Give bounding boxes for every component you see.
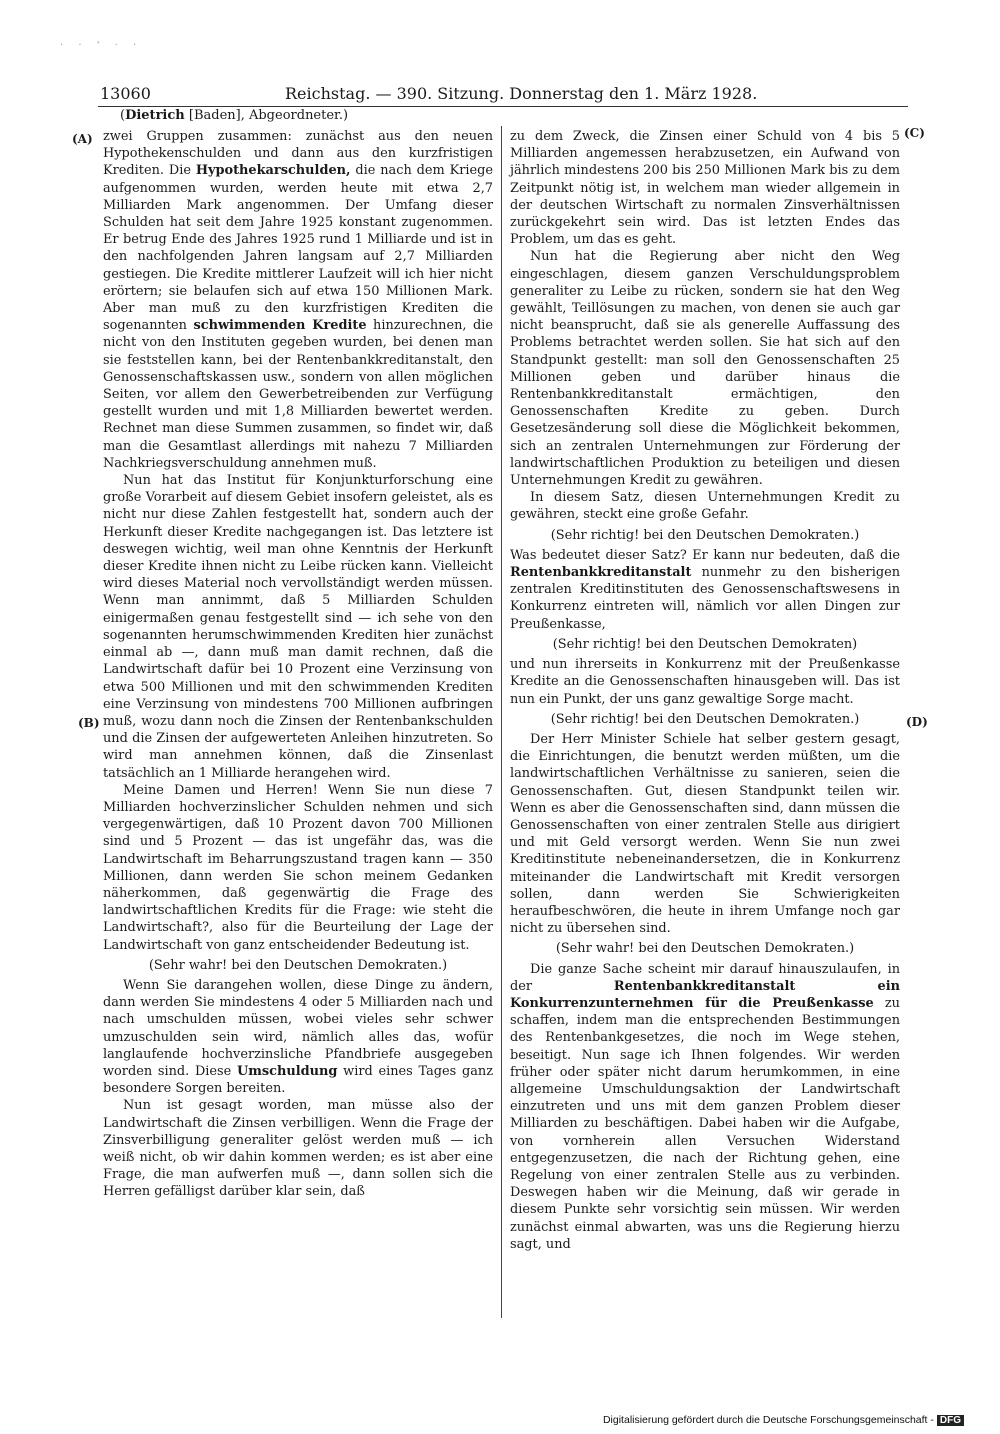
paragraph: Wenn Sie darangehen wollen, diese Dinge zu ändern, dann werden Sie mindestens 4 oder 5 Milliarden nach und nach umschulden müssen, wobei vieles sehr schwer umzuschulden sein wird, nämlich alles das, wofür langlaufende hochverzinsliche Pfandbriefe ausgegeben worden sind. Diese Umschuldung wird eines Tages ganz besondere Sorgen bereiten. <box>103 977 493 1097</box>
digitization-credit <box>603 1414 964 1426</box>
speaker-detail: [Baden], Abgeordneter.) <box>188 108 349 123</box>
speaker-line: (Dietrich [Baden], Abgeordneter.) <box>120 108 349 123</box>
page-number: 13060 <box>100 84 151 103</box>
credit-text: Digitalisierung gefördert durch die Deutsche Forschungsgemeinschaft - <box>602 1414 934 1426</box>
scan-artifact: · · ' · · <box>60 40 143 51</box>
paragraph: Was bedeutet dieser Satz? Er kann nur bedeuten, daß die Rentenbankkreditanstalt nunmehr zu den bisherigen zentralen Kreditinstituten des Genossenschaftswesens in Konkurrenz eintreten will, nämlich vor allen Dingen zur Preußenkasse, <box>510 547 900 632</box>
paragraph: Nun hat das Institut für Konjunkturforschung eine große Vorarbeit auf diesem Gebiet insofern geleistet, als es nicht nur diese Zahlen festgestellt hat, sondern auch der Herkunft dieser Kredite nachgegangen ist. Das letztere ist deswegen wichtig, weil man ohne Kenntnis der Herkunft dieser Kredite ihnen nicht zu Leibe rücken kann. Vielleicht wird dieses Material noch vervollständigt werden müssen. Wenn man annimmt, daß 5 Milliarden Schulden einigermaßen genau festgestellt sind — ich sehe von den sogenannten herumschwimmenden Krediten hier zunächst einmal ab —, dann muß man damit rechnen, daß die Landwirtschaft dafür bei 10 Prozent eine Verzinsung von etwa 500 Millionen und mit den schwimmenden Krediten eine Verzinsung von mindestens 700 Millionen aufbringen muß, wozu dann noch die Zinsen der Rentenbankschulden und die Zinsen der aufgewerteten Anleihen hinzutreten. So wird man annehmen können, daß die Zinsenlast tatsächlich an 1 Milliarde herangehen wird. <box>103 473 493 781</box>
margin-marker-a: (A) <box>72 132 93 146</box>
paragraph: zwei Gruppen zusammen: zunächst aus den neuen Hypothekenschulden und dann aus den kurzfristigen Krediten. Die Hypothekarschulden, die nach dem Kriege aufgenommen wurden, werden heute mit etwa 2,7 Milliarden Mark angenommen. Der Umfang dieser Schulden hat seit dem Jahre 1925 konstant zugenommen. Er betrug Ende des Jahres 1925 rund 1 Milliarde und ist in den nachfolgenden Jahren langsam auf 2,7 Milliarden gestiegen. Die Kredite mittlerer Laufzeit will ich hier nicht erörtern; sie belaufen sich auf etwa 150 Millionen Mark. Aber man muß zu den kurzfristigen Krediten die sogenannten schwimmenden Kredite hinzurechnen, die nicht von den Instituten gegeben wurden, bei denen man sie feststellen kann, bei der Rentenbankkreditanstalt, den Genossenschaftskassen usw., sondern von allen möglichen Seiten, vor allem den Gewerbetreibenden zur Verfügung gestellt wurden und mit 1,8 Milliarden bewertet werden. Rechnet man diese Summen zusammen, so findet wir, daß man die Gesamtlast allerdings mit nahezu 7 Milliarden Nachkriegsverschuldung annehmen muß. <box>103 129 493 471</box>
header-rule <box>98 106 908 107</box>
dfg-logo: DFG <box>937 1415 964 1426</box>
right-column <box>510 128 900 1253</box>
running-head: Reichstag. — 390. Sitzung. Donnerstag den 1. März 1928. <box>285 84 758 103</box>
paragraph: und nun ihrerseits in Konkurrenz mit der Preußenkasse Kredite an die Genossenschaften hinausgeben will. Das ist nun ein Punkt, der uns ganz gewaltige Sorge macht. <box>510 657 900 707</box>
paragraph: Die ganze Sache scheint mir darauf hinauszulaufen, in der Rentenbankkreditanstalt ein Konkurrenzunternehmen für die Preußenkasse zu schaffen, indem man die entsprechenden Bestimmungen des Rentenbankgesetzes, die noch im Wege stehen, beseitigt. Nun sage ich Ihnen folgendes. Wir werden früher oder später nicht darum herumkommen, in eine allgemeine Umschuldungsaktion der Landwirtschaft einzutreten und uns mit dem ganzen Problem dieser Milliarden zu beschäftigen. Dabei haben wir die Aufgabe, von vornherein allen Versuchen Widerstand entgegenzusetzen, die nach der Richtung gehen, eine Regelung von einer zentralen Stelle aus zu verbinden. Deswegen haben wir die Meinung, daß wir gerade in diesem Punkte sehr vorsichtig sein müssen. Wir werden zunächst einmal abwarten, was uns die Regierung hierzu sagt, und <box>510 961 901 1252</box>
interjection: (Sehr richtig! bei den Deutschen Demokraten) <box>552 636 858 652</box>
margin-marker-c: (C) <box>904 126 925 140</box>
left-column <box>103 128 493 1201</box>
emphasis: Rentenbankkreditanstalt ein Konkurrenzunternehmen für die Preußenkasse <box>510 978 901 1011</box>
emphasis: Rentenbankkreditanstalt <box>510 565 692 581</box>
interjection: (Sehr wahr! bei den Deutschen Demokraten.) <box>555 941 855 957</box>
emphasis: Umschuldung <box>237 1063 338 1079</box>
interjection: (Sehr wahr! bei den Deutschen Demokraten.) <box>148 957 448 973</box>
paragraph: Der Herr Minister Schiele hat selber gestern gesagt, die Einrichtungen, die benutzt werden müßten, um die landwirtschaftlichen Verhältnisse zu sanieren, seien die Genossenschaften. Gut, diesen Standpunkt teilen wir. Wenn es aber die Genossenschaften sind, dann müssen die Genossenschaften von einer zentralen Stelle aus dirigiert und mit Geld versorgt werden. Wenn Sie nun zwei Kreditinstitute nebeneinandersetzen, die in Konkurrenz miteinander die Landwirtschaft mit Kredit versorgen sollen, dann werden Sie Schwierigkeiten heraufbeschwören, die heute in ihrem Umfange noch gar nicht zu übersehen sind. <box>510 731 900 937</box>
emphasis: Hypothekarschulden, <box>195 163 351 179</box>
paragraph: In diesem Satz, diesen Unternehmungen Kredit zu gewähren, steckt eine große Gefahr. <box>510 490 900 523</box>
margin-marker-d: (D) <box>906 715 928 729</box>
emphasis: schwimmenden Kredite <box>193 318 367 334</box>
paragraph: Nun hat die Regierung aber nicht den Weg eingeschlagen, diesem ganzen Verschuldungsproblem generaliter zu Leibe zu rücken, sondern sie hat den Weg gewählt, Teillösungen zu machen, von denen sie auch gar nicht beansprucht, daß sie als generelle Auffassung des Problems betrachtet werden sollen. Sie hat sich auf den Standpunkt gestellt: man soll den Genossenschaften 25 Millionen geben und darüber hinaus die Rentenbankkreditanstalt ermächtigen, den Genossenschaften Kredite zu geben. Durch Gesetzesänderung soll diese die Möglichkeit bekommen, sich an zentralen Unternehmungen zur Förderung der landwirtschaftlichen Produktion zu beteiligen und diesen Unternehmungen Kredit zu gewähren. <box>510 249 900 489</box>
column-divider <box>501 126 502 1318</box>
paragraph: Meine Damen und Herren! Wenn Sie nun diese 7 Milliarden hochverzinslicher Schulden nehmen und sich vergegenwärtigen, daß 10 Prozent davon 700 Millionen sind und 5 Prozent — das ist ungefähr das, was die Landwirtschaft im Beharrungszustand tragen kann — 350 Millionen, dann werden Sie schon meinem Gedanken näherkommen, daß gegenwärtig die Frage des landwirtschaftlichen Kredits für die Frage: wie steht die Landwirtschaft?, also für die Beurteilung der Lage der Landwirtschaft von ganz entscheidender Bedeutung ist. <box>103 782 493 953</box>
paragraph: Nun ist gesagt worden, man müsse also der Landwirtschaft die Zinsen verbilligen. Wenn die Frage der Zinsverbilligung generaliter gelöst werden muß — ich weiß nicht, ob wir dahin kommen werden; es ist aber eine Frage, die man aufwerfen muß —, dann sollen sich die Herren gefälligst darüber klar sein, daß <box>103 1098 493 1200</box>
interjection: (Sehr richtig! bei den Deutschen Demokraten.) <box>550 711 860 727</box>
paragraph: zu dem Zweck, die Zinsen einer Schuld von 4 bis 5 Milliarden angemessen herabzusetzen, ein Aufwand von jährlich mindestens 200 bis 250 Millionen Mark bis zu dem Zeitpunkt nötig ist, in welchem man wieder allgemein in der deutschen Wirtschaft zu normalen Zinsverhältnissen zurückgekehrt sein wird. Das ist letzten Endes das Problem, um das es geht. <box>510 129 900 248</box>
margin-marker-b: (B) <box>78 716 100 730</box>
speaker-name: Dietrich <box>125 108 185 123</box>
interjection: (Sehr richtig! bei den Deutschen Demokraten.) <box>550 527 860 543</box>
